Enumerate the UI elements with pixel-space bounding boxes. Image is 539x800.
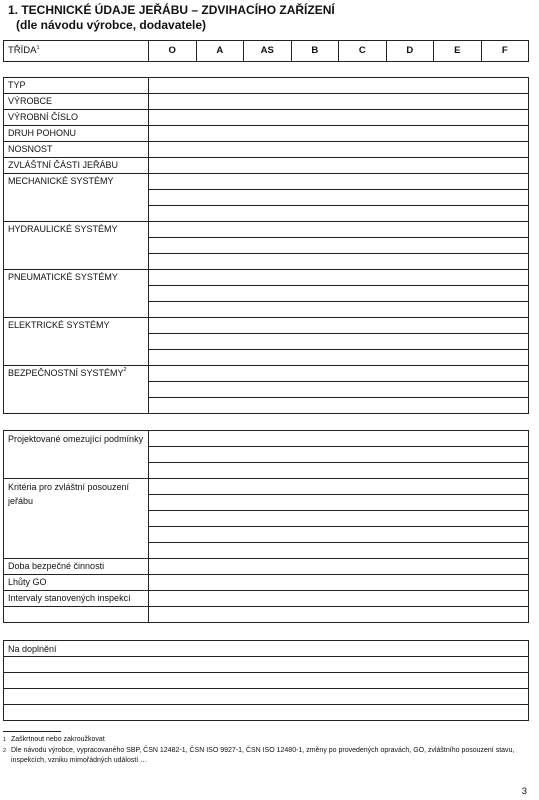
class-option-f[interactable]: F <box>481 41 529 62</box>
field-criteria-3[interactable] <box>149 511 529 527</box>
label-safe-period: Doba bezpečné činnosti <box>4 559 149 575</box>
field-safety-3[interactable] <box>149 398 529 414</box>
field-special-parts[interactable] <box>149 158 529 174</box>
field-hydraulic-1[interactable] <box>149 222 529 238</box>
conditions-table <box>3 430 529 623</box>
field-extra-value[interactable] <box>149 607 529 623</box>
label-serial: VÝROBNÍ ČÍSLO <box>4 110 149 126</box>
footnote-2-number: 2 <box>3 748 7 754</box>
label-go-deadlines: Lhůty GO <box>4 575 149 591</box>
footnote-divider <box>3 731 61 732</box>
field-extra-label[interactable] <box>4 607 149 623</box>
field-capacity[interactable] <box>149 142 529 158</box>
field-drive[interactable] <box>149 126 529 142</box>
label-mechanical: MECHANICKÉ SYSTÉMY <box>4 174 149 222</box>
class-option-a[interactable]: A <box>196 41 244 62</box>
field-serial[interactable] <box>149 110 529 126</box>
notes-table <box>3 640 529 721</box>
title-line-2: (dle návodu výrobce, dodavatele) <box>16 18 207 32</box>
label-special-parts: ZVLÁŠTNÍ ČÁSTI JEŘÁBU <box>4 158 149 174</box>
label-hydraulic: HYDRAULICKÉ SYSTÉMY <box>4 222 149 270</box>
field-criteria-1[interactable] <box>149 479 529 495</box>
notes-line-2[interactable] <box>4 673 529 689</box>
class-option-as[interactable]: AS <box>244 41 292 62</box>
label-electrical: ELEKTRICKÉ SYSTÉMY <box>4 318 149 366</box>
field-manufacturer[interactable] <box>149 94 529 110</box>
field-inspections[interactable] <box>149 591 529 607</box>
class-option-e[interactable]: E <box>434 41 482 62</box>
field-electrical-2[interactable] <box>149 334 529 350</box>
notes-line-1[interactable] <box>4 657 529 673</box>
field-safety-1[interactable] <box>149 366 529 382</box>
label-pneumatic: PNEUMATICKÉ SYSTÉMY <box>4 270 149 318</box>
field-hydraulic-2[interactable] <box>149 238 529 254</box>
class-option-d[interactable]: D <box>386 41 434 62</box>
label-drive: DRUH POHONU <box>4 126 149 142</box>
class-label: TŘÍDA$^1$ <box>4 41 149 62</box>
label-manufacturer: VÝROBCE <box>4 94 149 110</box>
footnote-2 <box>3 746 529 766</box>
label-design-limits: Projektované omezující podmínky <box>4 431 149 479</box>
label-inspections: Intervaly stanovených inspekcí <box>4 591 149 607</box>
page-title <box>8 3 335 33</box>
field-electrical-1[interactable] <box>149 318 529 334</box>
field-electrical-3[interactable] <box>149 350 529 366</box>
label-criteria: Kritéria pro zvláštní posouzení jeřábu <box>4 479 149 559</box>
field-design-limits-1[interactable] <box>149 431 529 447</box>
field-mechanical-2[interactable] <box>149 190 529 206</box>
field-pneumatic-3[interactable] <box>149 302 529 318</box>
field-type[interactable] <box>149 78 529 94</box>
footnote-2-text: Dle návodu výrobce, vypracovaného SBP, ČSN 12482-1, ČSN ISO 9927-1, ČSN ISO 12480-1, změny po provedených opravách, GO, zvláštního posouzení stavu, inspekcích, vzniku mimořádných událostí … <box>11 747 515 764</box>
field-mechanical-3[interactable] <box>149 206 529 222</box>
class-option-b[interactable]: B <box>291 41 339 62</box>
field-pneumatic-1[interactable] <box>149 270 529 286</box>
class-option-o[interactable]: O <box>149 41 197 62</box>
field-pneumatic-2[interactable] <box>149 286 529 302</box>
notes-line-3[interactable] <box>4 689 529 705</box>
label-capacity: NOSNOST <box>4 142 149 158</box>
field-design-limits-2[interactable] <box>149 447 529 463</box>
footnote-1 <box>3 735 529 745</box>
label-type: TYP <box>4 78 149 94</box>
field-go-deadlines[interactable] <box>149 575 529 591</box>
footnote-ref-1: 1 <box>36 45 40 51</box>
footnote-ref-2: 2 <box>123 367 127 373</box>
field-safety-2[interactable] <box>149 382 529 398</box>
field-mechanical-1[interactable] <box>149 174 529 190</box>
title-line-1: 1. TECHNICKÉ ÚDAJE JEŘÁBU – ZDVIHACÍHO ZAŘÍZENÍ <box>8 3 335 17</box>
footnote-1-number: 1 <box>3 737 7 743</box>
class-option-c[interactable]: C <box>339 41 387 62</box>
field-safe-period[interactable] <box>149 559 529 575</box>
notes-line-4[interactable] <box>4 705 529 721</box>
field-criteria-2[interactable] <box>149 495 529 511</box>
field-design-limits-3[interactable] <box>149 463 529 479</box>
field-hydraulic-3[interactable] <box>149 254 529 270</box>
class-table <box>3 40 529 62</box>
label-safety: BEZPEČNOSTNÍ SYSTÉMY$^2$ <box>4 366 149 414</box>
specs-table <box>3 77 529 414</box>
page-number: 3 <box>521 786 527 797</box>
field-criteria-5[interactable] <box>149 543 529 559</box>
notes-label: Na doplnění <box>4 641 529 657</box>
footnote-1-text: Zaškrtnout nebo zakroužkovat <box>11 736 105 743</box>
field-criteria-4[interactable] <box>149 527 529 543</box>
